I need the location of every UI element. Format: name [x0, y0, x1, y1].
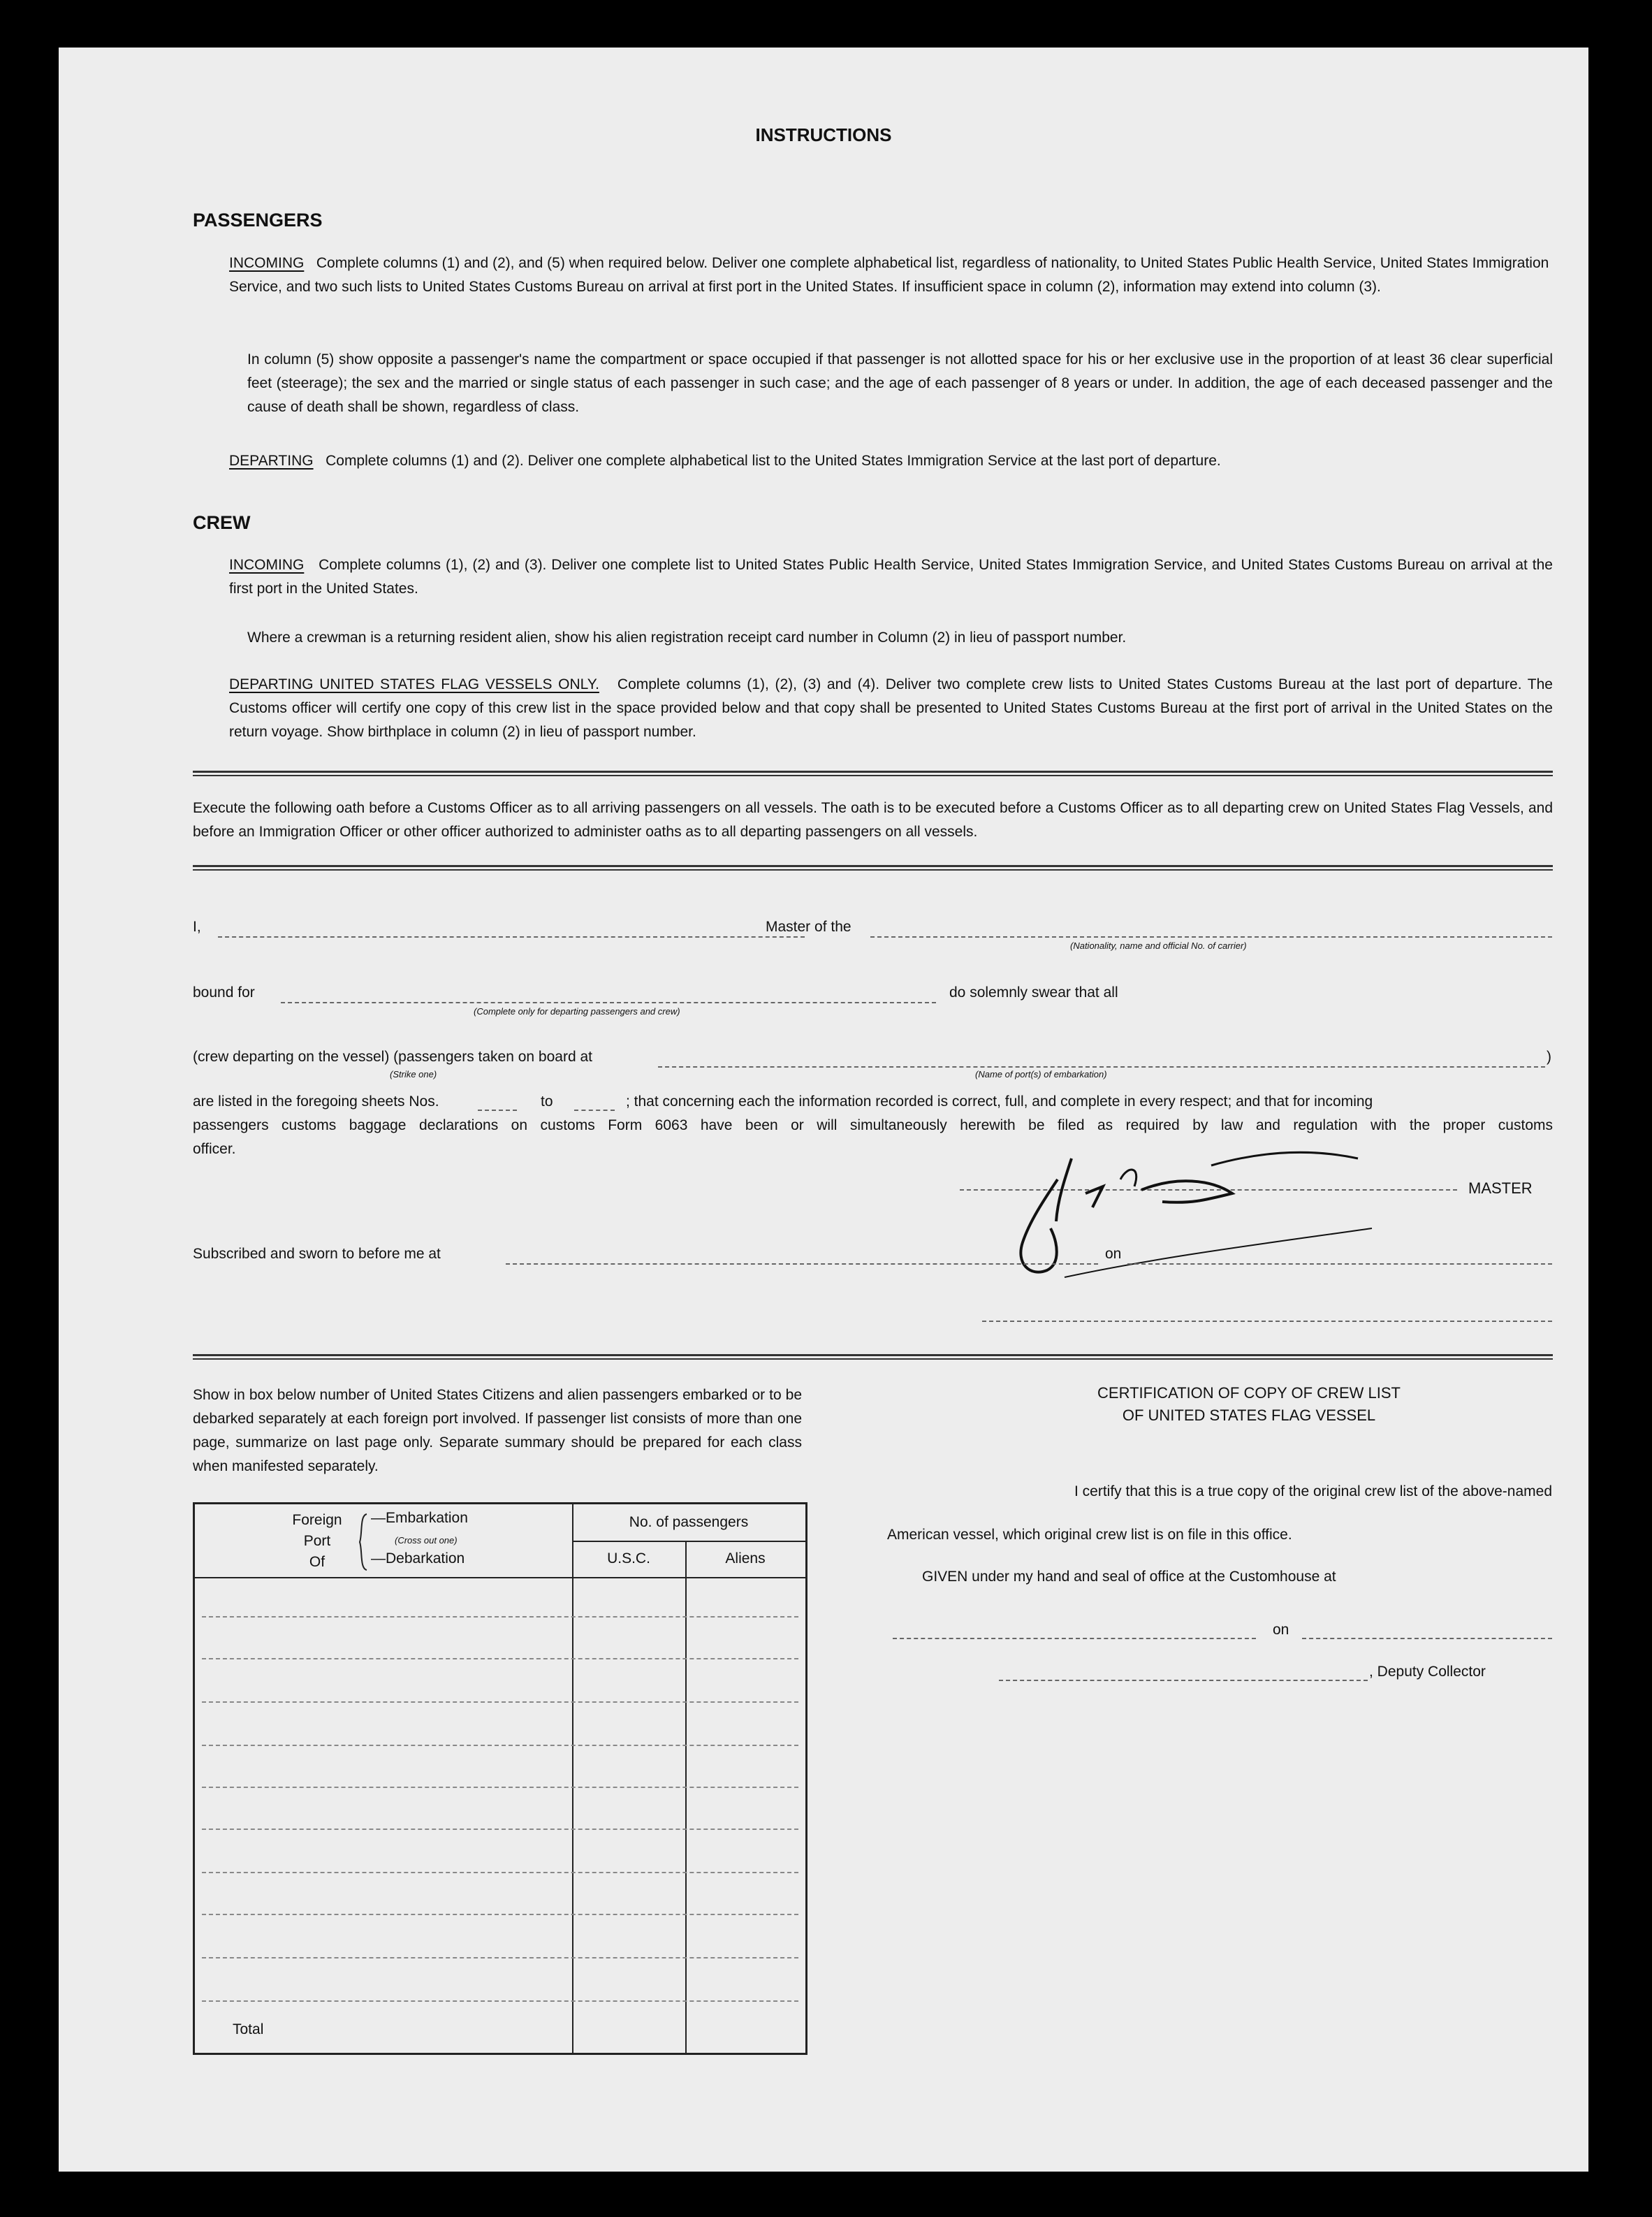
header-divider — [572, 1541, 805, 1542]
departing-hint: (Complete only for departing passengers and crew) — [474, 1006, 680, 1017]
handwritten-signature — [981, 1137, 1400, 1284]
master-name-field[interactable] — [218, 936, 805, 938]
crew-resident-text: Where a crewman is a returning resident alien, show his alien registration receipt card number in Column (2) in lieu of passport number. — [247, 630, 1127, 646]
oath-intro: Execute the following oath before a Customs Officer as to all arriving passengers on all vessels. The oath is to be executed before a Customs Officer as to all departing crew on United States Flag Vessels, and before an Immigration Officer or other officer authorized to administer oaths as to all departing passengers on all vessels. — [193, 800, 1553, 840]
certification-line3: GIVEN under my hand and seal of office at the Customhouse at — [922, 1569, 1336, 1585]
master-of-the-label: Master of the — [766, 919, 851, 935]
passengers-departing-text: Complete columns (1) and (2). Deliver one complete alphabetical list to the United States Immigration Service at the last port of departure. — [326, 453, 1221, 469]
embarkation-label: —Embarkation — [371, 1510, 468, 1526]
foreign-port-of-label — [279, 1510, 356, 1573]
passenger-summary-table — [193, 1502, 807, 2055]
embarkation-port-field[interactable] — [658, 1066, 1545, 1068]
brace-icon — [357, 1513, 370, 1571]
table-row[interactable] — [202, 2000, 798, 2002]
crew-departing-text: Complete columns (1), (2), (3) and (4). Deliver two complete crew lists to United States Customs Bureau at the last port of departure. The Customs officer will certify one copy of this crew list in the space provided below and that copy shall be presented to United States Customs Bureau at the first port of arrival in the United States on the return voyage. Show birthplace in column (2) in lieu of passport number. — [229, 676, 1553, 740]
subscribed-date-field[interactable] — [1127, 1263, 1552, 1265]
certification-date-field[interactable] — [1302, 1638, 1552, 1639]
crew-heading: CREW — [193, 512, 251, 533]
divider-rule — [193, 865, 1553, 871]
no-of-passengers-header: No. of passengers — [629, 1514, 749, 1530]
officer-signature-field[interactable] — [982, 1321, 1552, 1322]
form-page — [59, 48, 1588, 2172]
master-label: MASTER — [1468, 1179, 1533, 1197]
deputy-signature-field[interactable] — [999, 1680, 1368, 1681]
certification-title-line1: CERTIFICATION OF COPY OF CREW LIST — [1097, 1384, 1401, 1402]
crew-incoming-text: Complete columns (1), (2) and (3). Deliver one complete list to United States Public Health Service, United States Immigration Service, and United States Customs Bureau on arrival at the first port in the United States. — [229, 557, 1553, 597]
divider-rule — [193, 771, 1553, 776]
listed-text-c: passengers customs baggage declarations on customs Form 6063 have been or will simultaneously herewith be filed as required by law and regulation with the proper customs — [193, 1117, 1553, 1133]
sheet-from-field[interactable] — [478, 1110, 517, 1111]
aliens-header: Aliens — [725, 1550, 766, 1567]
certification-on-label: on — [1273, 1622, 1289, 1638]
subscribed-place-field[interactable] — [506, 1263, 1098, 1265]
port-label: Port — [303, 1533, 331, 1549]
customhouse-field[interactable] — [893, 1638, 1256, 1639]
sheet-to-field[interactable] — [574, 1110, 615, 1111]
crew-incoming-label: INCOMING — [229, 557, 305, 573]
table-row[interactable] — [202, 1616, 798, 1618]
subscribed-on-label: on — [1105, 1246, 1122, 1262]
summary-intro: Show in box below number of United States Citizens and alien passengers embarked or to be debarked separately at each foreign port involved. If passenger list consists of more than one page, summarize on last page only. Separate summary should be prepared for each class when manifested separately. — [193, 1387, 802, 1474]
certification-line1: I certify that this is a true copy of the original crew list of the above-named — [1074, 1483, 1552, 1499]
swear-text: do solemnly swear that all — [949, 984, 1118, 1001]
usc-header: U.S.C. — [607, 1550, 650, 1567]
listed-text-b: ; that concerning each the information recorded is correct, full, and complete in every respect; and that for incoming — [626, 1093, 1373, 1110]
table-row[interactable] — [202, 1787, 798, 1788]
passengers-incoming-paragraph — [229, 252, 1553, 299]
passengers-departing-paragraph — [229, 449, 1553, 473]
passengers-heading: PASSENGERS — [193, 210, 323, 231]
table-row[interactable] — [202, 1957, 798, 1958]
subscribed-label: Subscribed and sworn to before me at — [193, 1246, 441, 1262]
passengers-column5-text: In column (5) show opposite a passenger's name the compartment or space occupied if that passenger is not allotted space for his or her exclusive use in the proportion of at least 36 clear superficial feet (steerage); the sex and the married or single status of each passenger in such case; and the age of each passenger of 8 years or under. In addition, the age of each deceased passenger and the cause of death shall be shown, regardless of class. — [247, 351, 1553, 415]
crew-passengers-line: (crew departing on the vessel) (passengers taken on board at — [193, 1049, 592, 1065]
bound-for-label: bound for — [193, 984, 255, 1001]
deputy-collector-label: , Deputy Collector — [1369, 1664, 1486, 1680]
listed-text-d: officer. — [193, 1141, 236, 1157]
table-row[interactable] — [202, 1872, 798, 1873]
table-row[interactable] — [202, 1658, 798, 1659]
oath-i-label: I, — [193, 919, 201, 935]
carrier-field[interactable] — [870, 936, 1552, 938]
port-hint: (Name of port(s) of embarkation) — [975, 1069, 1107, 1080]
header-bottom-rule — [195, 1577, 805, 1578]
passengers-incoming-label: INCOMING — [229, 255, 305, 271]
total-label: Total — [233, 2021, 264, 2037]
of-label: Of — [309, 1554, 326, 1570]
certification-title-line2: OF UNITED STATES FLAG VESSEL — [1122, 1406, 1376, 1424]
table-row[interactable] — [202, 1914, 798, 1915]
listed-to: to — [541, 1093, 553, 1110]
divider-rule — [193, 1354, 1553, 1360]
passengers-departing-label: DEPARTING — [229, 453, 314, 469]
passengers-incoming-text: Complete columns (1) and (2), and (5) when required below. Deliver one complete alphabetical list, regardless of nationality, to United States Public Health Service, United States Immigration Service, and two such lists to United States Customs Bureau on arrival at first port in the United States. If insufficient space in column (2), information may extend into column (3). — [229, 255, 1549, 295]
debarkation-label: —Debarkation — [371, 1550, 465, 1567]
certification-line2: American vessel, which original crew list is on file in this office. — [887, 1527, 1292, 1543]
foreign-label: Foreign — [292, 1512, 342, 1528]
crew-departing-label: DEPARTING UNITED STATES FLAG VESSELS ONLY. — [229, 676, 599, 692]
bound-for-field[interactable] — [281, 1002, 936, 1003]
table-row[interactable] — [202, 1701, 798, 1703]
listed-text-a: are listed in the foregoing sheets Nos. — [193, 1093, 439, 1110]
crew-departing-paragraph — [229, 673, 1553, 744]
column-divider — [572, 1504, 573, 2053]
close-paren: ) — [1547, 1049, 1551, 1065]
certification-title — [939, 1382, 1559, 1427]
page-title: INSTRUCTIONS — [755, 124, 892, 145]
cross-out-hint: (Cross out one) — [395, 1535, 458, 1546]
crew-incoming-paragraph — [229, 553, 1553, 601]
table-row[interactable] — [202, 1829, 798, 1830]
table-row[interactable] — [202, 1745, 798, 1746]
nationality-hint: (Nationality, name and official No. of carrier) — [1070, 940, 1247, 951]
strike-hint: (Strike one) — [390, 1069, 437, 1080]
column-divider — [685, 1542, 687, 2053]
